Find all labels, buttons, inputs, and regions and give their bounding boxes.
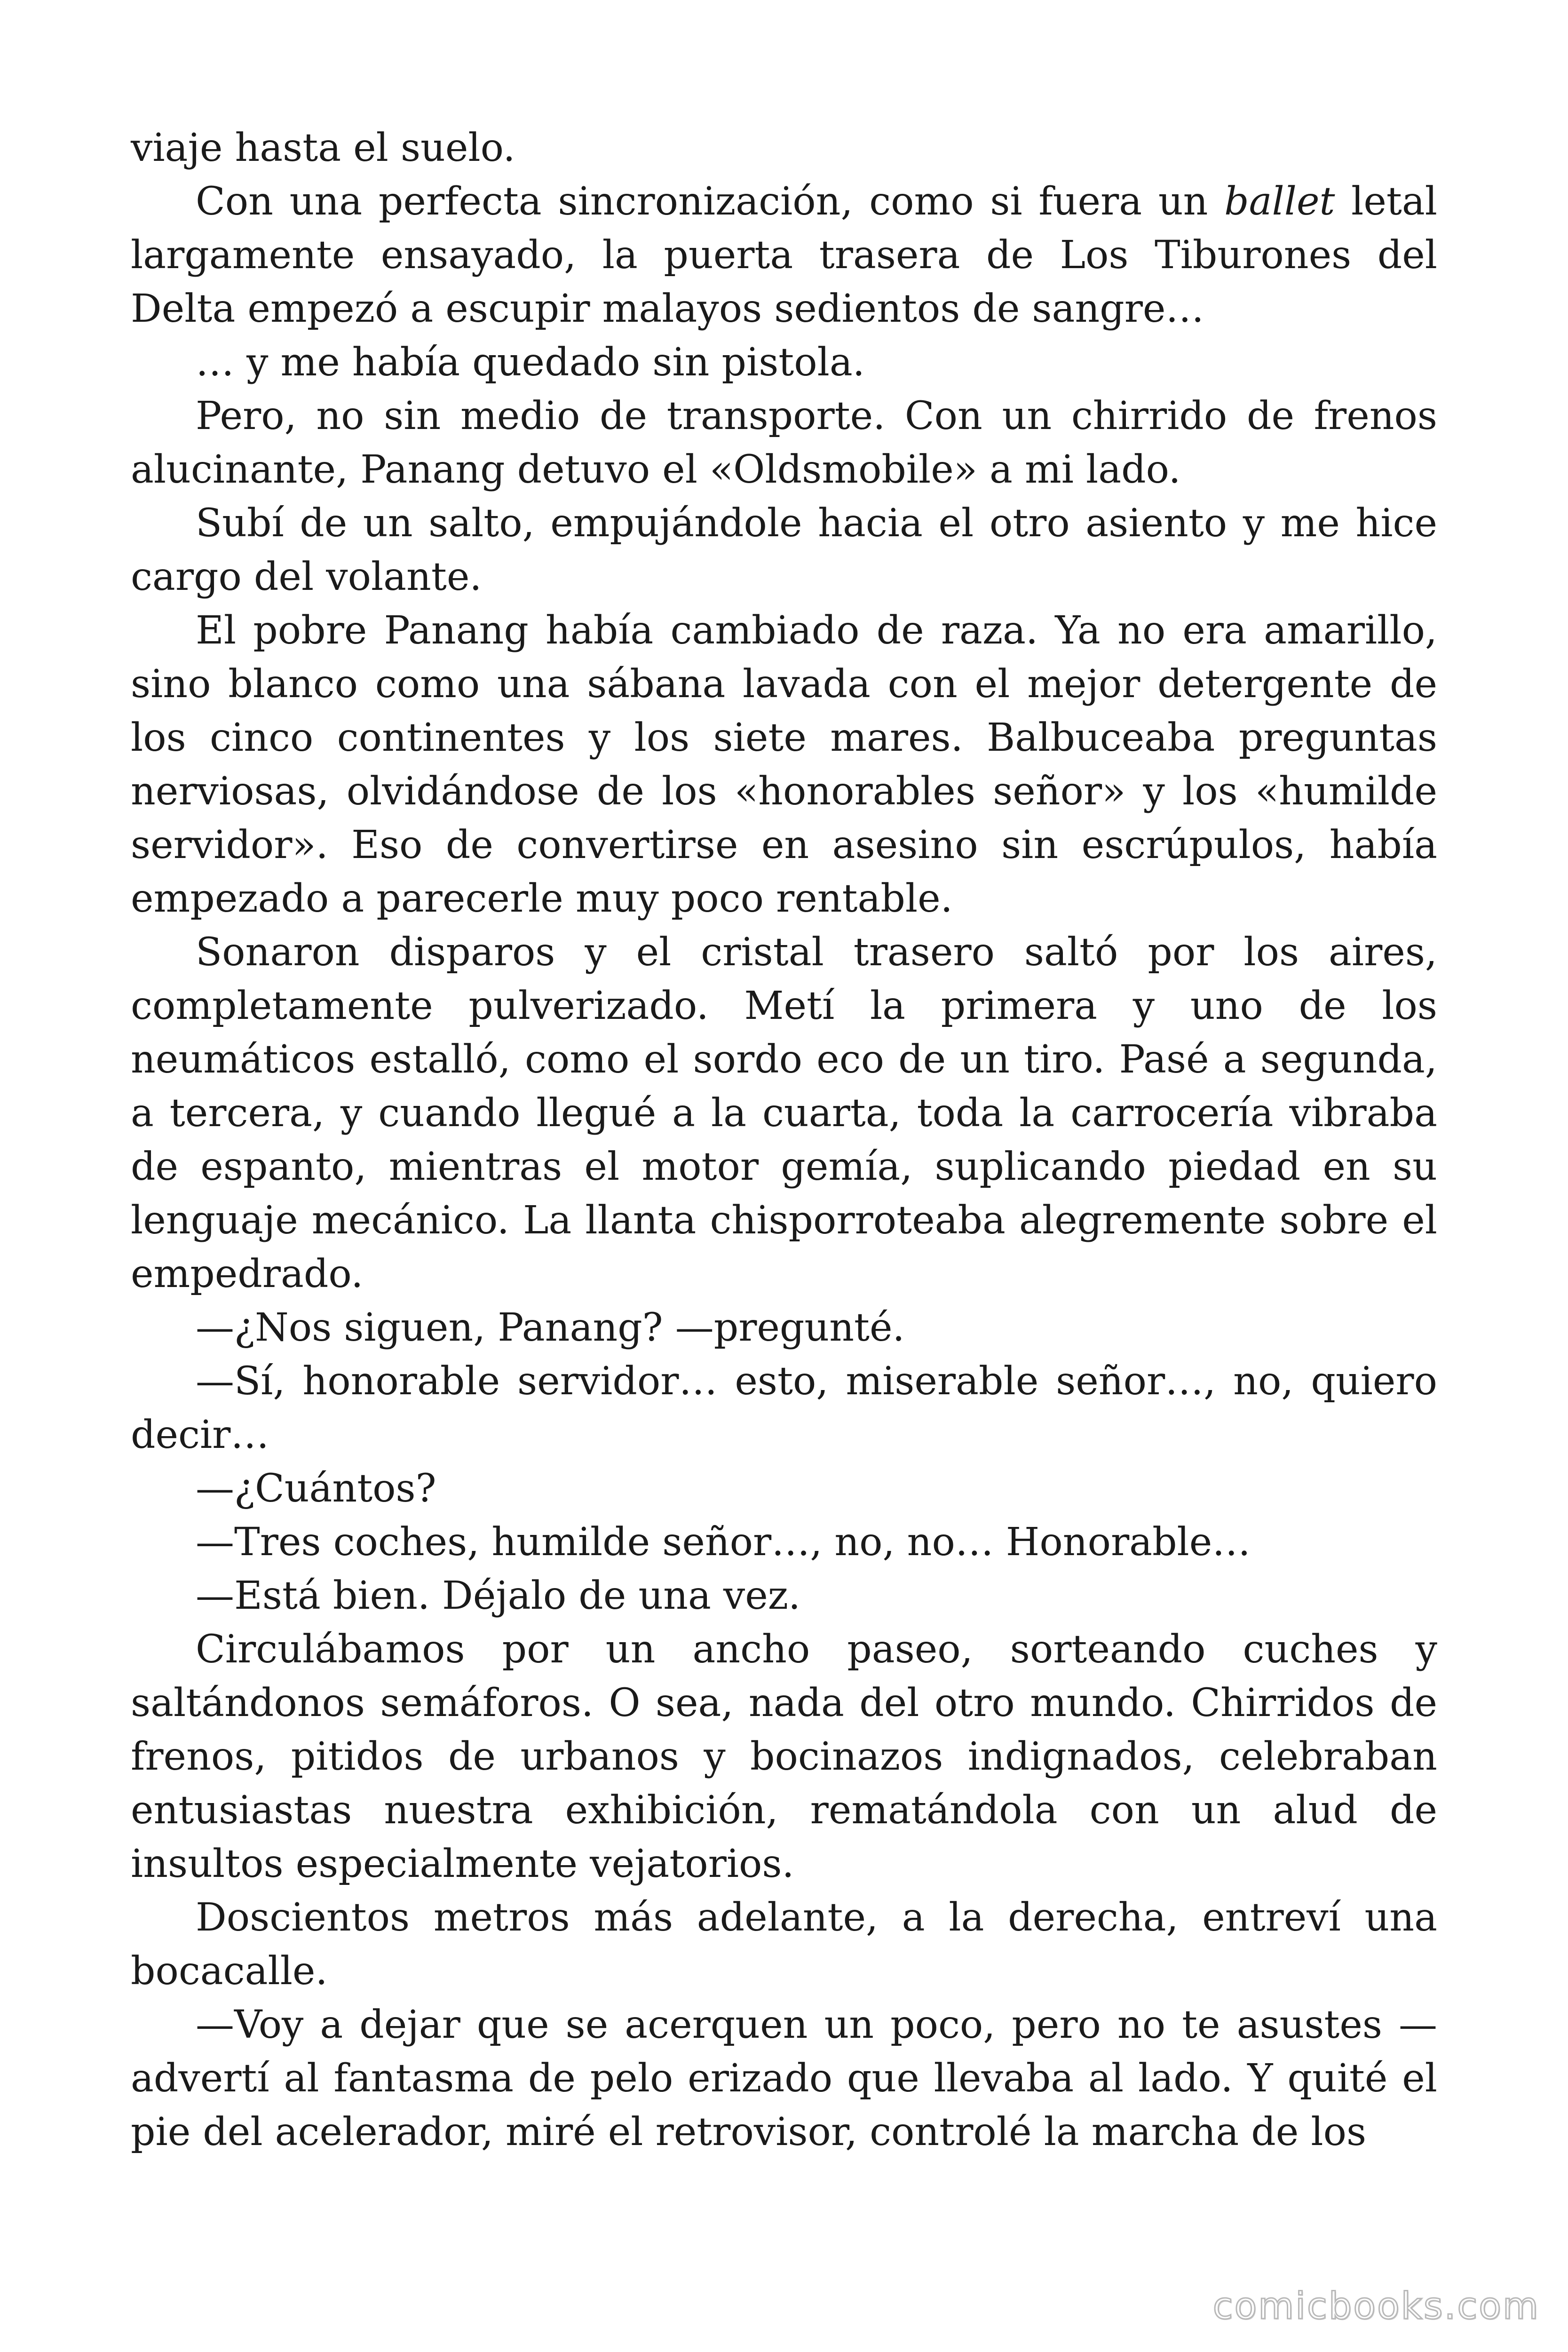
paragraph-11: —Tres coches, humilde señor…, no, no… Honorable… <box>196 1520 1251 1565</box>
watermark-text: comicbooks.com <box>1212 2285 1540 2328</box>
paragraph-3: … y me había quedado sin pistola. <box>196 340 865 385</box>
paragraph-7: Sonaron disparos y el cristal trasero saltó por los aires, completamente pulverizado. Metí la primera y uno de los neumáticos estalló, como el sordo eco de un tiro. Pasé a segunda, a tercera, y cuando llegué a la cuarta, toda la carrocería vibraba de espanto, mientras el motor gemía, suplicando piedad en su lenguaje mecánico. La llanta chisporroteaba alegremente sobre el empedrado. <box>131 930 1437 1296</box>
paragraph-14: Doscientos metros más adelante, a la derecha, entreví una bocacalle. <box>131 1895 1437 1994</box>
paragraph-5: Subí de un salto, empujándole hacia el otro asiento y me hice cargo del volante. <box>131 501 1437 599</box>
paragraph-13: Circulábamos por un ancho paseo, sorteando cuches y saltándonos semáforos. O sea, nada del otro mundo. Chirridos de frenos, pitidos de urbanos y bocinazos indignados, celebraban entusiastas nuestra exhibición, rematándola con un alud de insultos especialmente vejatorios. <box>131 1627 1437 1886</box>
paragraph-8: —¿Nos siguen, Panang? —pregunté. <box>196 1305 905 1350</box>
paragraph-1: viaje hasta el suelo. <box>131 126 515 170</box>
paragraph-2: Con una perfecta sincronización, como si fuera un ballet letal largamente ensayado, la puerta trasera de Los Tiburones del Delta empezó a escupir malayos sedientos de sangre… <box>131 179 1437 331</box>
italic-word-ballet: ballet <box>1224 179 1335 224</box>
paragraph-4: Pero, no sin medio de transporte. Con un chirrido de frenos alucinante, Panang detuvo el «Oldsmobile» a mi lado. <box>131 394 1437 492</box>
paragraph-10: —¿Cuántos? <box>196 1466 436 1511</box>
paragraph-9: —Sí, honorable servidor… esto, miserable señor…, no, quiero decir… <box>131 1359 1437 1457</box>
paragraph-6: El pobre Panang había cambiado de raza. Ya no era amarillo, sino blanco como una sábana lavada con el mejor detergente de los cinco continentes y los siete mares. Balbuceaba preguntas nerviosas, olvidándose de los «honorables señor» y los «humilde servidor». Eso de convertirse en asesino sin escrúpulos, había empezado a parecerle muy poco rentable. <box>131 608 1437 921</box>
paragraph-15: —Voy a dejar que se acerquen un poco, pero no te asustes —advertí al fantasma de pelo erizado que llevaba al lado. Y quité el pie del acelerador, miré el retrovisor, controlé la marcha de los <box>131 2002 1437 2154</box>
body-text <box>131 121 1437 2159</box>
paragraph-12: —Está bien. Déjalo de una vez. <box>196 1573 801 1618</box>
